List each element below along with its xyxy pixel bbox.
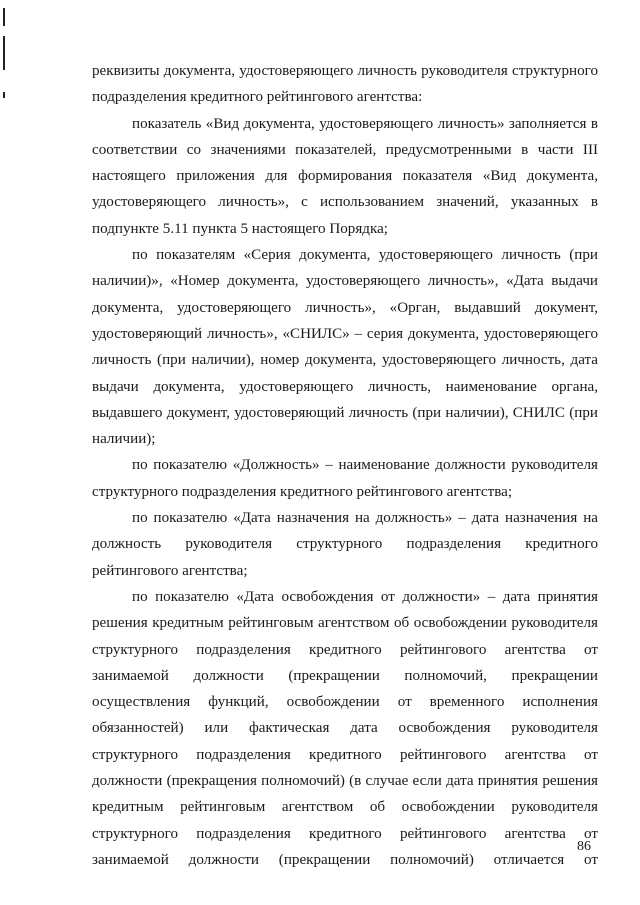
paragraph-identity-requisites: реквизиты документа, удостоверяющего личность руководителя структурного подразделения кредитного рейтингового агентства:: [92, 63, 598, 106]
binding-mark: [3, 8, 5, 26]
paragraph-position: по показателю «Должность» – наименование должности руководителя структурного подразделения кредитного рейтингового агентства;: [92, 457, 598, 500]
page-number: 86: [577, 839, 591, 854]
paragraph-document-details: по показателям «Серия документа, удостоверяющего личность (при наличии)», «Номер документа, удостоверяющего личность», «Дата выдачи документа, удостоверяющего личность», «Орган, выдавший документ, удостоверяющий личность», «СНИЛС» – серия документа, удостоверяющего личность (при наличии), номер документа, удостоверяющего личность, дата выдачи документа, удостоверяющего личность, наименование органа, выдавшего документ, удостоверяющий личность (при наличии), СНИЛС (при наличии);: [92, 247, 598, 448]
paragraph-appointment-date: по показателю «Дата назначения на должность» – дата назначения на должность руководителя структурного подразделения кредитного рейтингового агентства;: [92, 510, 598, 579]
paragraph-dismissal-date: по показателю «Дата освобождения от должности» – дата принятия решения кредитным рейтинговым агентством об освобождении руководителя структурного подразделения кредитного рейтингового агентства от занимаемой должности (прекращении полномочий, прекращении осуществления функций, освобождении от временного исполнения обязанностей) или фактическая дата освобождения руководителя структурного подразделения кредитного рейтингового агентства от должности (прекращения полномочий) (в случае если дата принятия решения кредитным рейтинговым агентством об освобождении руководителя структурного подразделения кредитного рейтингового агентства от занимаемой должности (прекращении полномочий) отличается от: [92, 588, 598, 868]
binding-mark: [3, 92, 5, 98]
paragraph-document-type: показатель «Вид документа, удостоверяющего личность» заполняется в соответствии со значениями показателей, предусмотренными в части III настоящего приложения для формирования показателя «Вид документа, удостоверяющего личность», с использованием значений, указанных в подпункте 5.11 пункта 5 настоящего Порядка;: [92, 115, 598, 237]
binding-mark: [3, 36, 5, 70]
body-text: [92, 58, 598, 873]
